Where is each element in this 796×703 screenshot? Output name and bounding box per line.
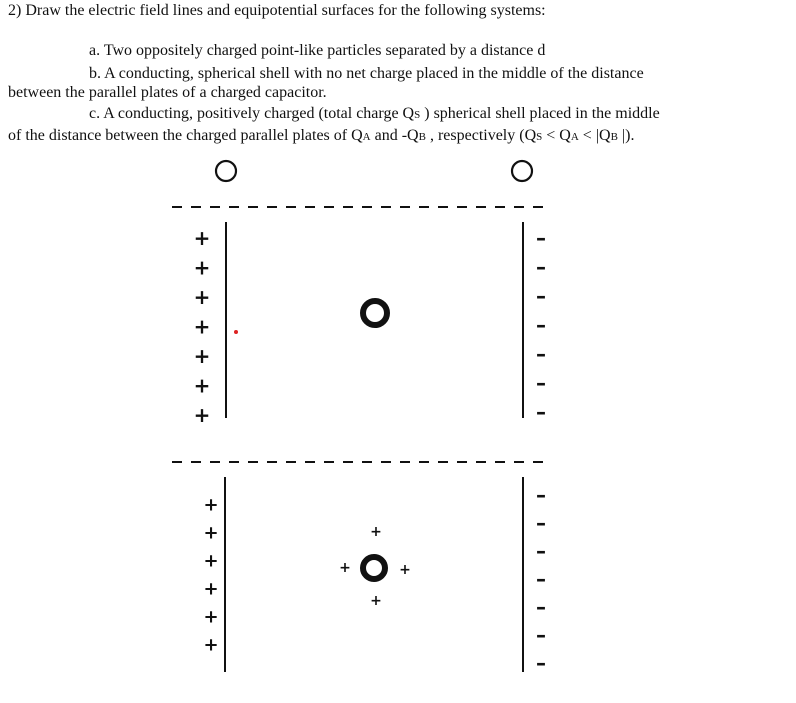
shell-plus-charge: + — [370, 524, 382, 540]
plus-charge: + — [193, 226, 211, 250]
item-c-line2: of the distance between the charged parallel plates of QA and -QB , respectively (QS < QA < |QB |). — [8, 127, 635, 144]
shell-plus-charge: + — [370, 593, 382, 609]
minus-charge: – — [536, 595, 546, 619]
particle-a-left — [216, 161, 236, 181]
minus-charge: – — [536, 284, 546, 308]
item-b-line2: between the parallel plates of a charged capacitor. — [8, 84, 327, 101]
minus-charge: – — [536, 483, 546, 507]
minus-charge: – — [536, 567, 546, 591]
panel-b-negative-charges — [536, 226, 546, 424]
plus-charge: + — [203, 606, 219, 628]
minus-charge: – — [536, 539, 546, 563]
item-c-line1: c. A conducting, positively charged (total charge QS ) spherical shell placed in the middle — [89, 105, 660, 122]
minus-charge: – — [536, 226, 546, 250]
plus-charge: + — [203, 522, 219, 544]
shell-plus-charge: + — [339, 560, 351, 576]
minus-charge: – — [536, 651, 546, 675]
minus-charge: – — [536, 623, 546, 647]
panel-b-positive-charges — [194, 226, 211, 427]
plus-charge: + — [203, 578, 219, 600]
panel-c-charged-shell — [363, 557, 385, 579]
panel-c-positive-charges — [203, 495, 218, 656]
question-heading: 2) Draw the electric field lines and equipotential surfaces for the following systems: — [8, 2, 546, 19]
item-b-line1: b. A conducting, spherical shell with no net charge placed in the middle of the distance — [89, 65, 644, 82]
plus-charge: + — [193, 255, 211, 280]
plus-charge: + — [203, 494, 219, 516]
minus-charge: – — [536, 313, 546, 337]
plus-charge: + — [193, 403, 211, 427]
shell-plus-charge: + — [399, 562, 411, 578]
minus-charge: – — [536, 511, 546, 535]
panel-c-shell-charges — [339, 524, 411, 609]
plus-charge: + — [203, 550, 219, 572]
plus-charge: + — [193, 314, 211, 339]
minus-charge: – — [536, 342, 546, 366]
plus-charge: + — [193, 373, 211, 398]
plus-charge: + — [193, 285, 211, 309]
panel-c-negative-charges — [536, 483, 546, 675]
item-a: a. Two oppositely charged point-like particles separated by a distance d — [89, 42, 546, 59]
minus-charge: – — [536, 400, 546, 424]
plus-charge: + — [193, 344, 211, 368]
particle-a-right — [512, 161, 532, 181]
plus-charge: + — [203, 634, 219, 656]
panel-b-neutral-shell — [363, 301, 387, 325]
minus-charge: – — [536, 371, 546, 395]
minus-charge: – — [536, 255, 546, 279]
marker-dot — [234, 330, 238, 334]
